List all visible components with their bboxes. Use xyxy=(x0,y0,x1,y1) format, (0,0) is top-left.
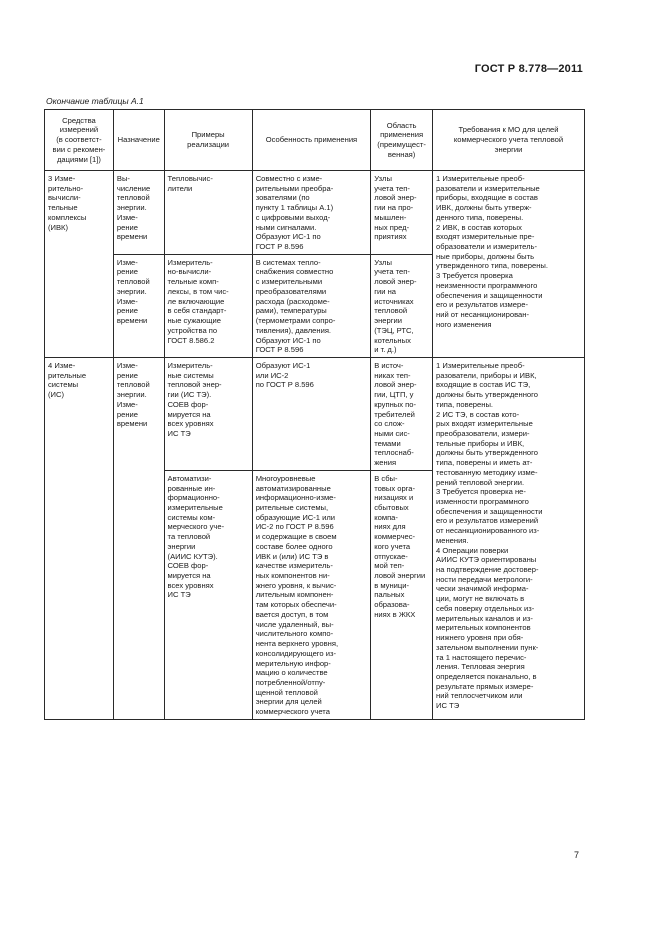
cell-examples: Тепловычис- лители xyxy=(164,171,252,255)
cell-features: Совместно с изме- рительными преобра- зователями (по пункту 1 таблицы А.1) с цифровыми выход- ными сигналами. Образуют ИС-1 по ГОСТ Р 8.596 xyxy=(252,171,371,255)
cell-means-is: 4 Изме- рительные системы (ИС) xyxy=(45,357,114,719)
cell-examples: Измеритель- ные системы тепловой энер- гии (ИС ТЭ). СОЕВ фор- мируется на всех уровнях ИС ТЭ xyxy=(164,357,252,470)
cell-area: В сбы- товых орга- низациях и сбытовых компа- ниях для коммерчес- кого учета отпускае- мой теп- ловой энергии в муници- пальных образова- ниях в ЖКХ xyxy=(371,470,433,719)
page-number: 7 xyxy=(573,850,579,860)
header-requirements: Требования к МО для целей коммерческого учета тепловой энергии xyxy=(433,110,585,171)
cell-purpose: Вы- числение тепловой энергии. Изме- рение времени xyxy=(113,171,164,255)
cell-area: Узлы учета теп- ловой энер- гии на про- мышлен- ных пред- приятиях xyxy=(371,171,433,255)
header-examples: Примеры реализации xyxy=(164,110,252,171)
cell-requirements-is: 1 Измерительные преоб- разователи, приборы и ИВК, входящие в состав ИС ТЭ, должны быть утвержденного типа, поверены. 2 ИС ТЭ, в состав кото- рых входят измерительные преобразователи, измери- тельные приборы и ИВК, должны быть утвержденного типа, поверены и иметь ат- тестованную методику изме- рений тепловой энергии. 3 Требуется проверка не- изменности программного обеспечения и защищенности его и результатов измерений от несанкционированного из- менения. 4 Операции поверки АИИС КУТЭ ориентированы на подтверждение достовер- ности передачи метрологи- чески значимой информа- ции, могут не включать в себя поверку отдельных из- мерительных каналов и из- мерительных компонентов нижнего уровня при обя- зательном выполнении пунк- та 1 настоящего перечис- ления. Тепловая энергия определяется поканально, в результате прямых измере- ний теплосчетчиком или ИС ТЭ xyxy=(433,357,585,719)
cell-features: Многоуровневые автоматизированные информационно-изме- рительные системы, образующие ИС-1 или ИС-2 по ГОСТ Р 8.596 и содержащие в своем составе более одного ИВК и (или) ИС ТЭ в качестве измеритель- ных компонентов ни- жнего уровня, к вычис- лительным компонен- там которых обеспечи- вается доступ, в том числе удаленный, вы- числительного компо- нента верхнего уровня, консолидирующего из- мерительную инфор- мацию о количестве потребленной/отпу- щенной тепловой энергии для целей коммерческого учета xyxy=(252,470,371,719)
cell-features: В системах тепло- снабжения совместно с измерительными преобразователями расхода (расходоме- рами), температуры (термометрами сопро- тивления), давления. Образуют ИС-1 по ГОСТ Р 8.596 xyxy=(252,254,371,357)
cell-examples: Автоматизи- рованные ин- формационно- измерительные системы ком- мерческого уче- та тепловой энергии (АИИС КУТЭ). СОЕВ фор- мируется на всех уровнях ИС ТЭ xyxy=(164,470,252,719)
cell-area: В источ- никах теп- ловой энер- гии, ЦТП, у крупных по- требителей со слож- ными сис- темами теплоснаб- жения xyxy=(371,357,433,470)
cell-requirements-ivk: 1 Измерительные преоб- разователи и измерительные приборы, входящие в состав ИВК, должны быть утверж- денного типа, поверены. 2 ИВК, в состав которых входят измерительные пре- образователи и измеритель- ные приборы, должны быть утвержденного типа, поверены. 3 Требуется проверка неизменности программного обеспечения и защищенности его и результатов измере- ний от несанкционирован- ного изменения xyxy=(433,171,585,358)
header-purpose: Назначение xyxy=(113,110,164,171)
header-area: Область применения (преимущест- венная) xyxy=(371,110,433,171)
table-header-row xyxy=(45,110,585,171)
table-caption: Окончание таблицы А.1 xyxy=(46,96,144,106)
cell-examples: Измеритель- но-вычисли- тельные комп- лексы, в том чис- ле включающие в себя стандарт- ные сужающие устройства по ГОСТ 8.586.2 xyxy=(164,254,252,357)
header-features: Особенность применения xyxy=(252,110,371,171)
table-row xyxy=(45,171,585,255)
table-row xyxy=(45,357,585,470)
requirements-table xyxy=(44,109,585,720)
cell-means-ivk: 3 Изме- рительно- вычисли- тельные комплексы (ИВК) xyxy=(45,171,114,358)
cell-features: Образуют ИС-1 или ИС-2 по ГОСТ Р 8.596 xyxy=(252,357,371,470)
cell-area: Узлы учета теп- ловой энер- гии на источниках тепловой энергии (ТЭЦ, РТС, котельных и т. д.) xyxy=(371,254,433,357)
header-means: Средства измерений (в соответст- вии с рекомен- дациями [1]) xyxy=(45,110,114,171)
cell-purpose: Изме- рение тепловой энергии. Изме- рение времени xyxy=(113,357,164,719)
document-code-header: ГОСТ Р 8.778—2011 xyxy=(474,63,583,75)
cell-purpose: Изме- рение тепловой энергии. Изме- рение времени xyxy=(113,254,164,357)
